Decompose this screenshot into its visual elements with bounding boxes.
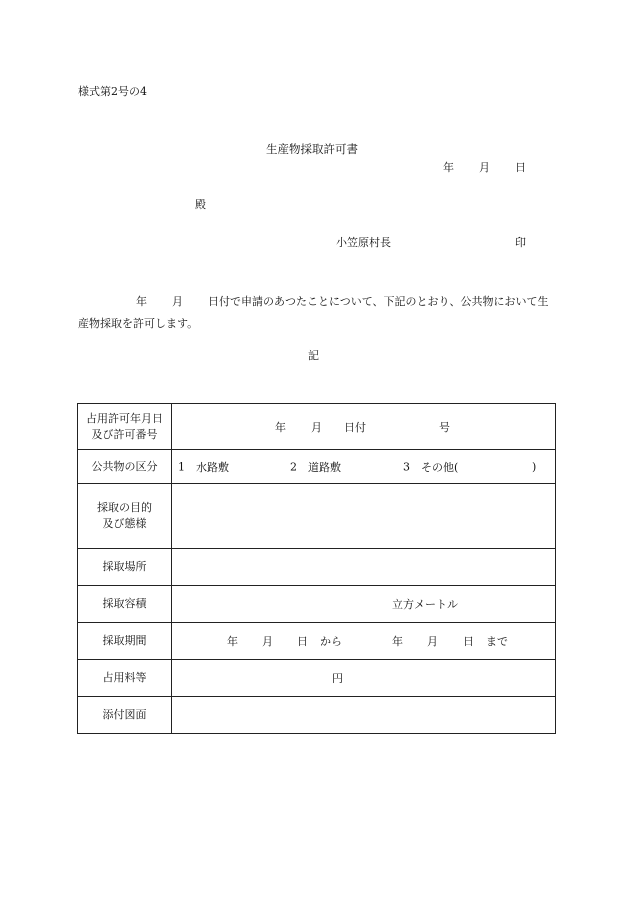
period-start-day: 日 [297, 635, 308, 648]
row-attachment [78, 697, 556, 734]
permit-date-label-line2: 及び許可番号 [91, 427, 158, 441]
permit-statement [78, 291, 556, 335]
purpose-value [172, 484, 556, 549]
location-value [172, 549, 556, 586]
fee-unit: 円 [332, 672, 343, 685]
statement-year: 年 [136, 295, 147, 308]
period-end-year: 年 [392, 635, 403, 648]
fee-value [172, 660, 556, 697]
category-close-paren: ) [532, 460, 537, 473]
category-value [172, 450, 556, 484]
seal-mark: 印 [515, 236, 526, 249]
category-opt2: 道路敷 [308, 460, 341, 474]
permit-year: 年 [275, 420, 286, 434]
permit-date-suffix: 日付 [344, 420, 366, 434]
category-opt2-num: 2 [290, 460, 297, 473]
purpose-label [78, 484, 172, 549]
attachment-value [172, 697, 556, 734]
permit-month: 月 [311, 420, 322, 434]
permit-date-value [172, 404, 556, 450]
document-title: 生産物採取許可書 [266, 142, 358, 156]
volume-label: 採取容積 [78, 586, 172, 623]
period-start-year: 年 [227, 635, 238, 648]
issue-date [443, 162, 526, 173]
category-opt1: 水路敷 [196, 460, 229, 474]
period-value [172, 623, 556, 660]
period-until: まで [486, 635, 508, 648]
row-permit-date [78, 404, 556, 450]
volume-unit: 立方メートル [392, 598, 458, 611]
permit-date-label-line1: 占用許可年月日 [86, 411, 163, 425]
period-from: から [320, 635, 342, 648]
statement-text: 日付で申請のあつたことについて、下記のとおり、公共物において生産物採取を許可します。 [78, 295, 549, 330]
issue-date-month: 月 [479, 161, 490, 174]
row-period [78, 623, 556, 660]
issue-date-day: 日 [515, 161, 526, 174]
row-fee [78, 660, 556, 697]
ki-heading: 記 [308, 349, 319, 362]
category-opt3-num: 3 [403, 460, 410, 473]
permit-details-table [77, 403, 556, 734]
purpose-label-line2: 及び態様 [102, 517, 147, 530]
period-end-day: 日 [463, 635, 474, 648]
period-label: 採取期間 [78, 623, 172, 660]
volume-value [172, 586, 556, 623]
row-purpose [78, 484, 556, 549]
permit-date-label [78, 404, 172, 450]
category-opt3: その他( [421, 460, 459, 474]
form-number: 様式第2号の4 [78, 85, 147, 98]
statement-month: 月 [172, 295, 183, 308]
row-volume [78, 586, 556, 623]
category-opt1-num: 1 [178, 460, 185, 473]
fee-label: 占用料等 [78, 660, 172, 697]
permit-number-suffix: 号 [439, 420, 450, 434]
attachment-label: 添付図面 [78, 697, 172, 734]
purpose-label-line1: 採取の目的 [97, 501, 152, 514]
issuer-name: 小笠原村長 [336, 236, 391, 249]
location-label: 採取場所 [78, 549, 172, 586]
addressee-suffix: 殿 [195, 198, 206, 211]
period-start-month: 月 [262, 635, 273, 648]
category-label: 公共物の区分 [78, 450, 172, 484]
period-end-month: 月 [427, 635, 438, 648]
issue-date-year: 年 [443, 161, 454, 174]
row-location [78, 549, 556, 586]
row-category [78, 450, 556, 484]
